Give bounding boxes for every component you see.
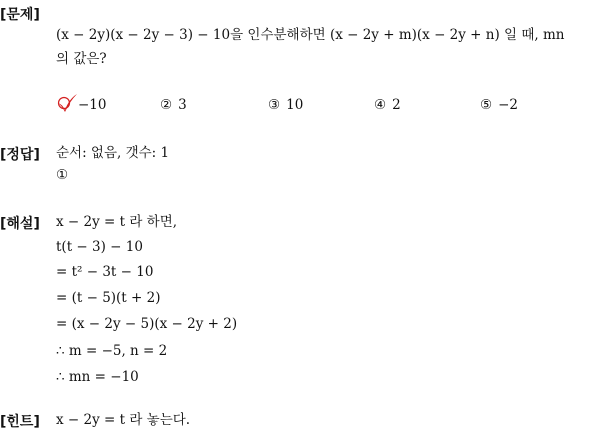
choice-2-marker: ②	[160, 97, 173, 113]
problem-label: [문제]	[0, 7, 40, 23]
choice-3-value: 10	[286, 97, 304, 113]
choice-4[interactable]	[374, 97, 401, 113]
problem-text-line1: (x − 2y)(x − 2y − 3) − 10을 인수분해하면 (x − 2y + m)(x − 2y + n) 일 때, mn	[56, 27, 565, 43]
solution-line: t(t − 3) − 10	[56, 239, 143, 255]
answer-label: [정답]	[0, 147, 40, 163]
choice-4-value: 2	[392, 97, 401, 113]
solution-line: = t² − 3t − 10	[56, 264, 154, 280]
solution-line: = (x − 2y − 5)(x − 2y + 2)	[56, 316, 238, 332]
choice-2-value: 3	[178, 97, 187, 113]
answer-line1: 순서: 없음, 갯수: 1	[56, 145, 170, 161]
checkmark-icon	[56, 92, 78, 114]
choice-5[interactable]	[480, 97, 518, 113]
answer-line2: ①	[56, 167, 69, 183]
solution-line: x − 2y = t 라 하면,	[56, 214, 178, 230]
choice-1[interactable]	[78, 97, 107, 113]
choice-3[interactable]	[268, 97, 303, 113]
choice-5-value: −2	[498, 97, 519, 113]
problem-text-line2: 의 값은?	[56, 51, 107, 67]
solution-line: = (t − 5)(t + 2)	[56, 290, 161, 306]
choice-3-marker: ③	[268, 97, 281, 113]
choice-2[interactable]	[160, 97, 187, 113]
hint-text: x − 2y = t 라 놓는다.	[56, 412, 191, 428]
hint-label: [힌트]	[0, 414, 40, 430]
solution-label: [해설]	[0, 216, 40, 232]
choice-1-value: −10	[78, 97, 107, 113]
solution-line: ∴ mn = −10	[56, 369, 139, 385]
solution-line: ∴ m = −5, n = 2	[56, 343, 168, 359]
choice-4-marker: ④	[374, 97, 387, 113]
choice-5-marker: ⑤	[480, 97, 493, 113]
